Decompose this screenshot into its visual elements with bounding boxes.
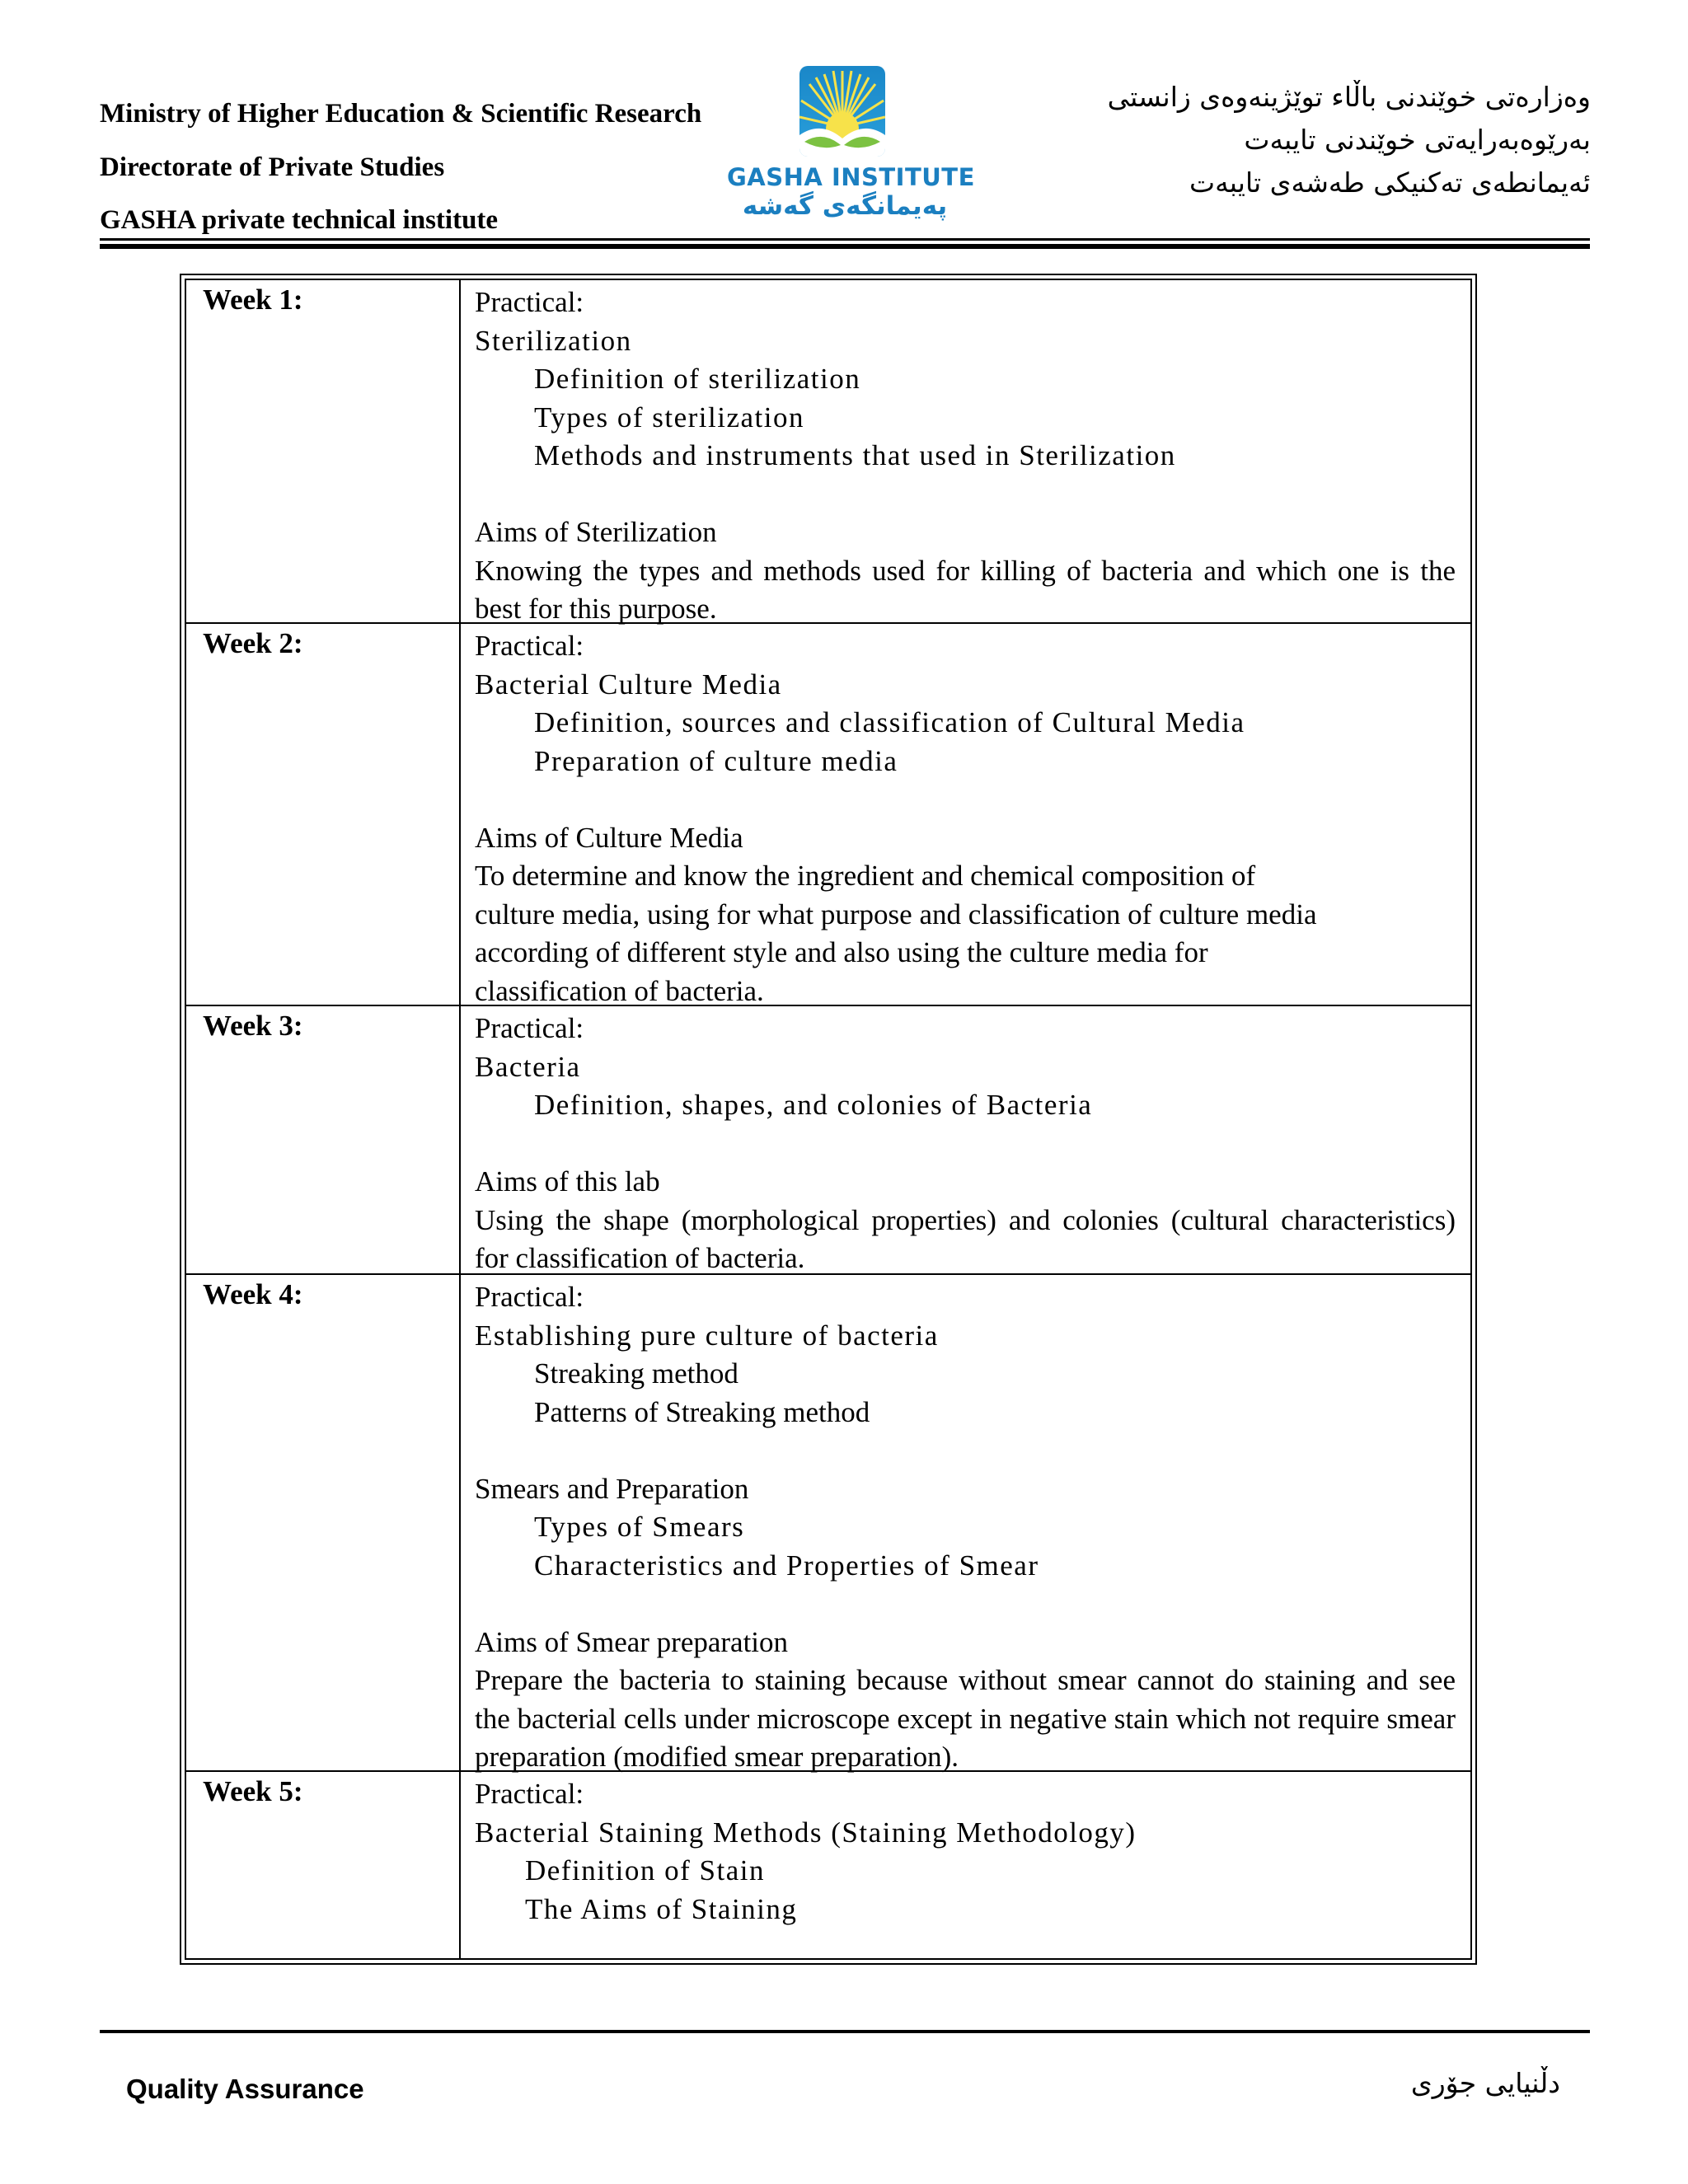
smears-item: Characteristics and Properties of Smear bbox=[534, 1549, 1039, 1582]
directorate-name: Directorate of Private Studies bbox=[100, 152, 445, 182]
spacer bbox=[475, 476, 1456, 514]
gasha-institute-logo bbox=[727, 61, 975, 234]
table-inner-border bbox=[185, 279, 1472, 1960]
topic-title: Bacteria bbox=[475, 1050, 581, 1083]
week-5-label: Week 5: bbox=[203, 1775, 303, 1807]
weekly-syllabus-table bbox=[180, 274, 1477, 1965]
ministry-name: Ministry of Higher Education & Scientific Research bbox=[100, 99, 702, 129]
week-5-content bbox=[475, 1775, 1456, 1929]
aims-title: Aims of Culture Media bbox=[475, 821, 743, 854]
practical-heading: Practical: bbox=[475, 1778, 584, 1810]
spacer bbox=[475, 1432, 1456, 1470]
week-1-label: Week 1: bbox=[203, 284, 303, 316]
header-rule-thick bbox=[100, 244, 1590, 249]
spacer bbox=[475, 780, 1456, 819]
topic-item: Definition, shapes, and colonies of Bacteria bbox=[534, 1089, 1093, 1121]
logo-name-english: GASHA INSTITUTE bbox=[727, 163, 975, 191]
topic-item: Patterns of Streaking method bbox=[534, 1395, 870, 1428]
aims-title: Aims of this lab bbox=[475, 1165, 660, 1197]
week-1-content bbox=[475, 284, 1456, 629]
aims-line: culture media, using for what purpose and classification of culture media bbox=[475, 898, 1317, 930]
aims-title: Aims of Smear preparation bbox=[475, 1625, 789, 1658]
institute-name: GASHA private technical institute bbox=[100, 205, 499, 235]
week-3-content bbox=[475, 1010, 1456, 1278]
topic-item: Streaking method bbox=[534, 1357, 738, 1390]
aims-text: Knowing the types and methods used for killing of bacteria and which one is the best for this purpose. bbox=[475, 554, 1456, 625]
sunrise-icon bbox=[799, 66, 885, 157]
aims-line: To determine and know the ingredient and chemical composition of bbox=[475, 860, 1256, 892]
logo-name-kurdish: پەیمانگەی گەشە bbox=[742, 191, 948, 221]
topic-item: Types of sterilization bbox=[534, 401, 804, 434]
smears-item: Types of Smears bbox=[534, 1511, 745, 1543]
week-2-content bbox=[475, 627, 1456, 1010]
topic-item: Definition of Stain bbox=[525, 1854, 765, 1886]
ministry-name-kurdish: وەزارەتی خوێندنی باڵاء توێژینەوەی زانستی bbox=[1107, 81, 1591, 113]
topic-item: The Aims of Staining bbox=[525, 1892, 798, 1925]
topic-title: Sterilization bbox=[475, 324, 632, 357]
topic-title: Bacterial Culture Media bbox=[475, 668, 782, 701]
practical-heading: Practical: bbox=[475, 630, 584, 662]
spacer bbox=[475, 1585, 1456, 1624]
topic-item: Definition of sterilization bbox=[534, 363, 861, 395]
column-divider bbox=[459, 280, 461, 1958]
aims-title: Aims of Sterilization bbox=[475, 516, 717, 548]
spacer bbox=[475, 1125, 1456, 1164]
topic-title: Establishing pure culture of bacteria bbox=[475, 1319, 939, 1352]
smears-title: Smears and Preparation bbox=[475, 1472, 749, 1505]
week-4-content bbox=[475, 1278, 1456, 1777]
header-rule-thin bbox=[100, 238, 1590, 241]
week-3-label: Week 3: bbox=[203, 1010, 303, 1042]
practical-heading: Practical: bbox=[475, 1012, 584, 1044]
directorate-name-kurdish: بەرێوەبەرایەتی خوێندنی تایبەت bbox=[1244, 124, 1591, 156]
week-2-label: Week 2: bbox=[203, 627, 303, 659]
topic-title: Bacterial Staining Methods (Staining Methodology) bbox=[475, 1816, 1137, 1849]
institute-name-kurdish: ئەیمانطەی تەکنیکی طەشەی تایبەت bbox=[1189, 166, 1591, 199]
aims-line: classification of bacteria. bbox=[475, 974, 764, 1007]
week-4-label: Week 4: bbox=[203, 1278, 303, 1310]
footer-rule bbox=[100, 2030, 1590, 2033]
footer-quality-assurance: Quality Assurance bbox=[126, 2074, 364, 2104]
aims-text: Prepare the bacteria to staining because without smear cannot do staining and see the bacterial cells under microscope except in negative stain which not require smear preparation (modified smear preparation). bbox=[475, 1664, 1456, 1773]
topic-item: Methods and instruments that used in Sterilization bbox=[534, 439, 1176, 471]
topic-item: Definition, sources and classification of Cultural Media bbox=[534, 706, 1245, 738]
aims-line: according of different style and also using the culture media for bbox=[475, 936, 1208, 968]
aims-text: Using the shape (morphological properties) and colonies (cultural characteristics) for classification of bacteria. bbox=[475, 1203, 1456, 1274]
topic-item: Preparation of culture media bbox=[534, 744, 898, 777]
practical-heading: Practical: bbox=[475, 1281, 584, 1313]
footer-quality-assurance-kurdish: دڵنیایی جۆری bbox=[1410, 2067, 1560, 2099]
practical-heading: Practical: bbox=[475, 286, 584, 318]
